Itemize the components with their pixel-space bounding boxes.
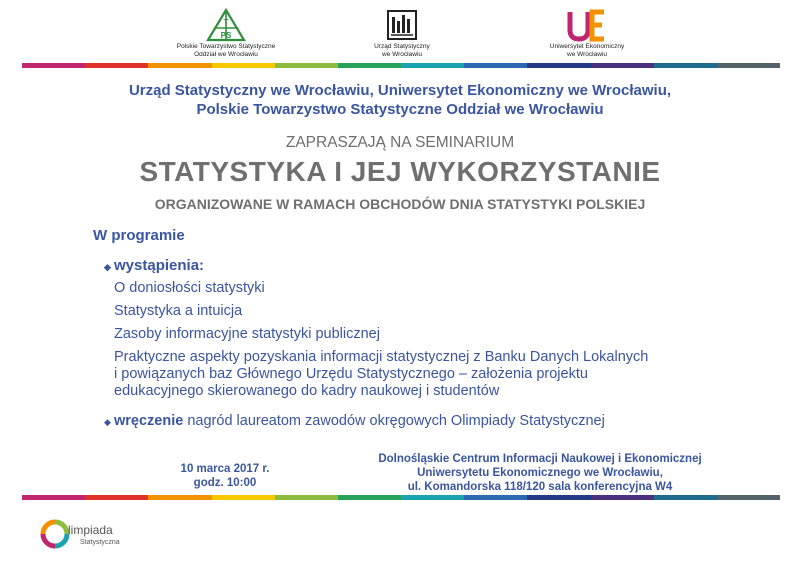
- band-segment: [464, 495, 527, 500]
- band-segment: [275, 63, 338, 68]
- seminar-subtitle: ORGANIZOWANE W RAMACH OBCHODÓW DNIA STATYSTYKI POLSKIEJ: [154, 196, 646, 212]
- band-segment: [22, 63, 85, 68]
- ue-logo: [566, 8, 608, 42]
- event-venue: Dolnośląskie Centrum Informacji Naukowej i Ekonomicznej Uniwersytetu Ekonomicznego we Wrocławiu, ul. Komandorska 118/120 sala konferencyjna W4: [378, 453, 702, 493]
- talk-item: Zasoby informacyjne statystyki publicznej: [114, 326, 380, 342]
- band-segment: [591, 63, 654, 68]
- band-segment: [212, 63, 275, 68]
- band-segment: [212, 495, 275, 500]
- band-segment: [275, 495, 338, 500]
- award-line: ◆ wręczenie nagród laureatom zawodów okręgowych Olimpiady Statystycznej: [104, 413, 605, 429]
- diamond-bullet-icon: ◆: [104, 417, 111, 427]
- pts-logo: [196, 8, 256, 42]
- band-segment: [85, 495, 148, 500]
- program-heading: W programie: [93, 227, 185, 244]
- organizers-line-2: Polskie Towarzystwo Statystyczne Oddział we Wrocławiu: [196, 101, 604, 118]
- ue-caption: Uniwersytet Ekonomiczny we Wrocławiu: [549, 43, 625, 58]
- organizers-line-1: Urząd Statystyczny we Wrocławiu, Uniwersytet Ekonomiczny we Wrocławiu,: [128, 82, 672, 99]
- talks-label: ◆ wystąpienia:: [104, 257, 205, 274]
- diamond-bullet-icon: ◆: [104, 262, 111, 272]
- band-segment: [464, 63, 527, 68]
- band-segment: [527, 63, 590, 68]
- us-caption: Urząd Statystyczny we Wrocławiu: [374, 43, 430, 58]
- olimpiada-sub: Statystyczna: [80, 539, 120, 546]
- olimpiada-name: limpiada: [68, 523, 113, 537]
- seminar-title: STATYSTYKA I JEJ WYKORZYSTANIE: [139, 156, 661, 187]
- pts-caption: Polskie Towarzystwo Statystyczne Oddział we Wrocławiu: [176, 43, 276, 58]
- band-segment: [148, 495, 211, 500]
- band-segment: [591, 495, 654, 500]
- band-segment: [401, 495, 464, 500]
- band-segment: [717, 495, 780, 500]
- band-segment: [717, 63, 780, 68]
- band-segment: [401, 63, 464, 68]
- event-date-time: 10 marca 2017 r. godz. 10:00: [180, 463, 270, 489]
- band-segment: [338, 63, 401, 68]
- band-segment: [654, 495, 717, 500]
- band-segment: [527, 495, 590, 500]
- band-segment: [654, 63, 717, 68]
- olimpiada-logo: [40, 517, 140, 553]
- talk-item: O doniosłości statystyki: [114, 280, 265, 296]
- band-segment: [22, 495, 85, 500]
- svg-text:PS: PS: [220, 31, 232, 40]
- band-segment: [85, 63, 148, 68]
- color-band-bottom: [22, 495, 780, 500]
- band-segment: [338, 495, 401, 500]
- svg-text:T: T: [223, 18, 229, 27]
- us-logo: [385, 8, 419, 42]
- talk-item: Statystyka a intuicja: [114, 303, 243, 319]
- color-band-top: [22, 63, 780, 68]
- band-segment: [148, 63, 211, 68]
- invite-text: ZAPRASZAJĄ NA SEMINARIUM: [285, 134, 515, 151]
- talk-item-long: Praktyczne aspekty pozyskania informacji statystycznej z Banku Danych Lokalnych i powiązanych baz Głównego Urzędu Statystycznego – założenia projektu edukacyjnego skierowanego do kadry naukowej i studentów: [114, 349, 649, 399]
